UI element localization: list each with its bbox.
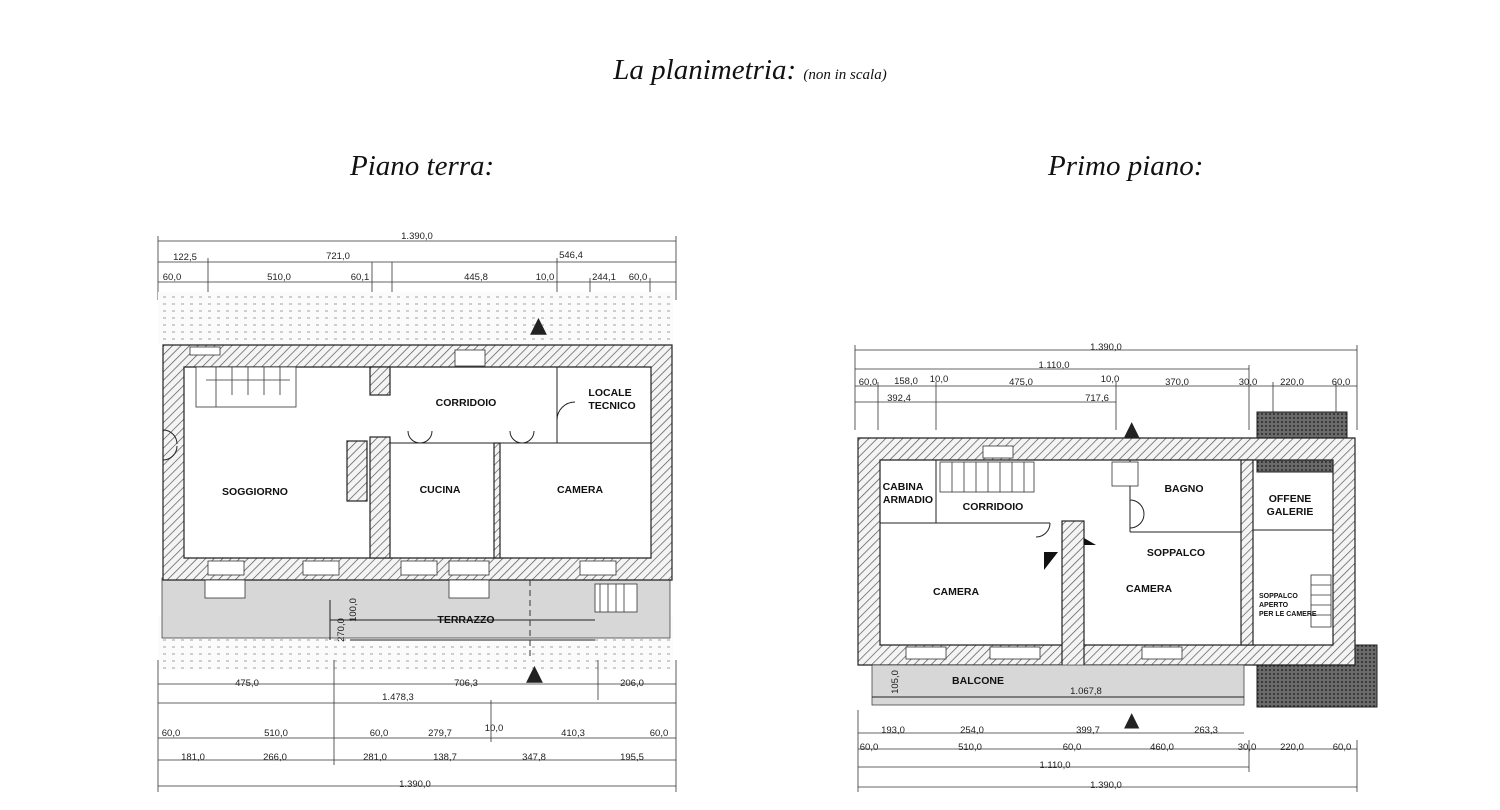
first-bottom-dimensions [858,710,1357,792]
dim: 10,0 [929,374,949,385]
dim: 1.478,3 [382,692,414,703]
dim: 263,3 [1194,725,1218,736]
dim: 445,8 [464,272,488,283]
room-label-camera: CAMERA [556,484,604,496]
dim-total-top: 1.390,0 [1090,342,1122,353]
dim: 10,0 [484,723,504,734]
dim: 281,0 [363,752,387,763]
dim: 158,0 [894,376,918,387]
ground-floor-heading: Piano terra: [350,150,495,182]
room-label-cucina: CUCINA [419,484,461,496]
wall [494,443,500,558]
dim: 60,0 [858,377,878,388]
dim: 546,4 [559,250,583,261]
ground-stairs [196,367,296,407]
dim: 717,6 [1085,393,1109,404]
dim: 1.110,0 [1038,360,1070,371]
dim: 510,0 [958,742,982,753]
dim: 60,1 [350,272,370,283]
dim: 510,0 [267,272,291,283]
room-label-corridoio: CORRIDOIO [435,397,497,409]
dim: 706,3 [454,678,478,689]
dim: 10,0 [1100,374,1120,385]
dim: 195,5 [620,752,644,763]
dim: 220,0 [1280,742,1304,753]
section-marker-icon: ▲ [530,313,547,338]
dim: 244,1 [592,272,616,283]
dim: 510,0 [264,728,288,739]
dim: 60,0 [1331,377,1351,388]
dim: 122,5 [173,252,197,263]
ground-bottom-dimensions [158,660,676,792]
section-marker-icon: ▲ [1124,416,1140,440]
dim: 1.110,0 [1039,760,1071,771]
dim: 60,0 [628,272,648,283]
section-marker-icon: ▲ [1124,707,1140,731]
room-label-offene: OFFENE [1268,493,1312,505]
dim: 193,0 [881,725,905,736]
ground-top-dimensions [158,231,676,300]
room-label-locale: LOCALE [588,387,632,399]
wall [370,437,390,558]
dim: 370,0 [1165,377,1189,388]
wall [1062,521,1084,666]
first-floor-heading: Primo piano: [1048,150,1204,182]
wall [370,367,390,395]
room-label-soggiorno: SOGGIORNO [222,486,288,498]
dim: 105,0 [890,670,901,694]
dim: 392,4 [887,393,911,404]
dim-total-bottom: 1.390,0 [1090,780,1122,791]
wall [1241,460,1253,645]
dim: 60,0 [1332,742,1352,753]
ground-floor-plan [158,231,676,792]
dim: 475,0 [235,678,259,689]
dim: 60,0 [162,272,182,283]
room-label-galerie: GALERIE [1266,506,1314,518]
dim: 266,0 [263,752,287,763]
room-label-camera-right: CAMERA [1125,583,1173,595]
dim: 60,0 [161,728,181,739]
dim: 1.067,8 [1070,686,1102,697]
dim-total-top: 1.390,0 [401,231,433,242]
dim: 30,0 [1237,742,1257,753]
room-label-tecnico: TECNICO [588,400,636,412]
dim: 60,0 [1062,742,1082,753]
room-label-balcone: BALCONE [952,675,1004,687]
dim: 60,0 [369,728,389,739]
room-label-aperto: APERTO [1259,602,1289,609]
dim: 100,0 [348,598,359,622]
dim: 460,0 [1150,742,1174,753]
dim: 206,0 [620,678,644,689]
dim: 10,0 [535,272,555,283]
dim: 30,0 [1238,377,1258,388]
dim: 721,0 [326,251,350,262]
dim: 254,0 [960,725,984,736]
title-main: La planimetria: [613,54,797,86]
room-label-soppalco-small: SOPPALCO [1259,593,1298,600]
dim: 410,3 [561,728,585,739]
fireplace [347,441,367,501]
dim: 399,7 [1076,725,1100,736]
dim: 475,0 [1009,377,1033,388]
room-label-cabina: CABINA [882,481,924,493]
dim: 279,7 [428,728,452,739]
title-note: (non in scala) [803,67,887,83]
dim: 347,8 [522,752,546,763]
dim: 138,7 [433,752,457,763]
section-marker-icon: ▲ [526,661,543,686]
first-floor-plan [855,342,1377,792]
dim: 220,0 [1280,377,1304,388]
room-label-armadio: ARMADIO [882,494,934,506]
dim: 60,0 [859,742,879,753]
dim: 181,0 [181,752,205,763]
dim: 60,0 [649,728,669,739]
room-label-camera-left: CAMERA [932,586,980,598]
room-label-bagno: BAGNO [1164,483,1204,495]
room-label-soppalco: SOPPALCO [1146,547,1206,559]
balcony-area [872,665,1244,705]
garden-strip-top [158,292,673,344]
room-label-corridoio: CORRIDOIO [962,501,1024,513]
room-label-per-le-camere: PER LE CAMERE [1259,611,1317,618]
first-doors [1036,500,1144,570]
dim-total-bottom: 1.390,0 [399,779,431,790]
ground-doors [163,402,575,460]
room-label-terrazzo: TERRAZZO [437,614,495,626]
dim: 270,0 [336,618,347,642]
